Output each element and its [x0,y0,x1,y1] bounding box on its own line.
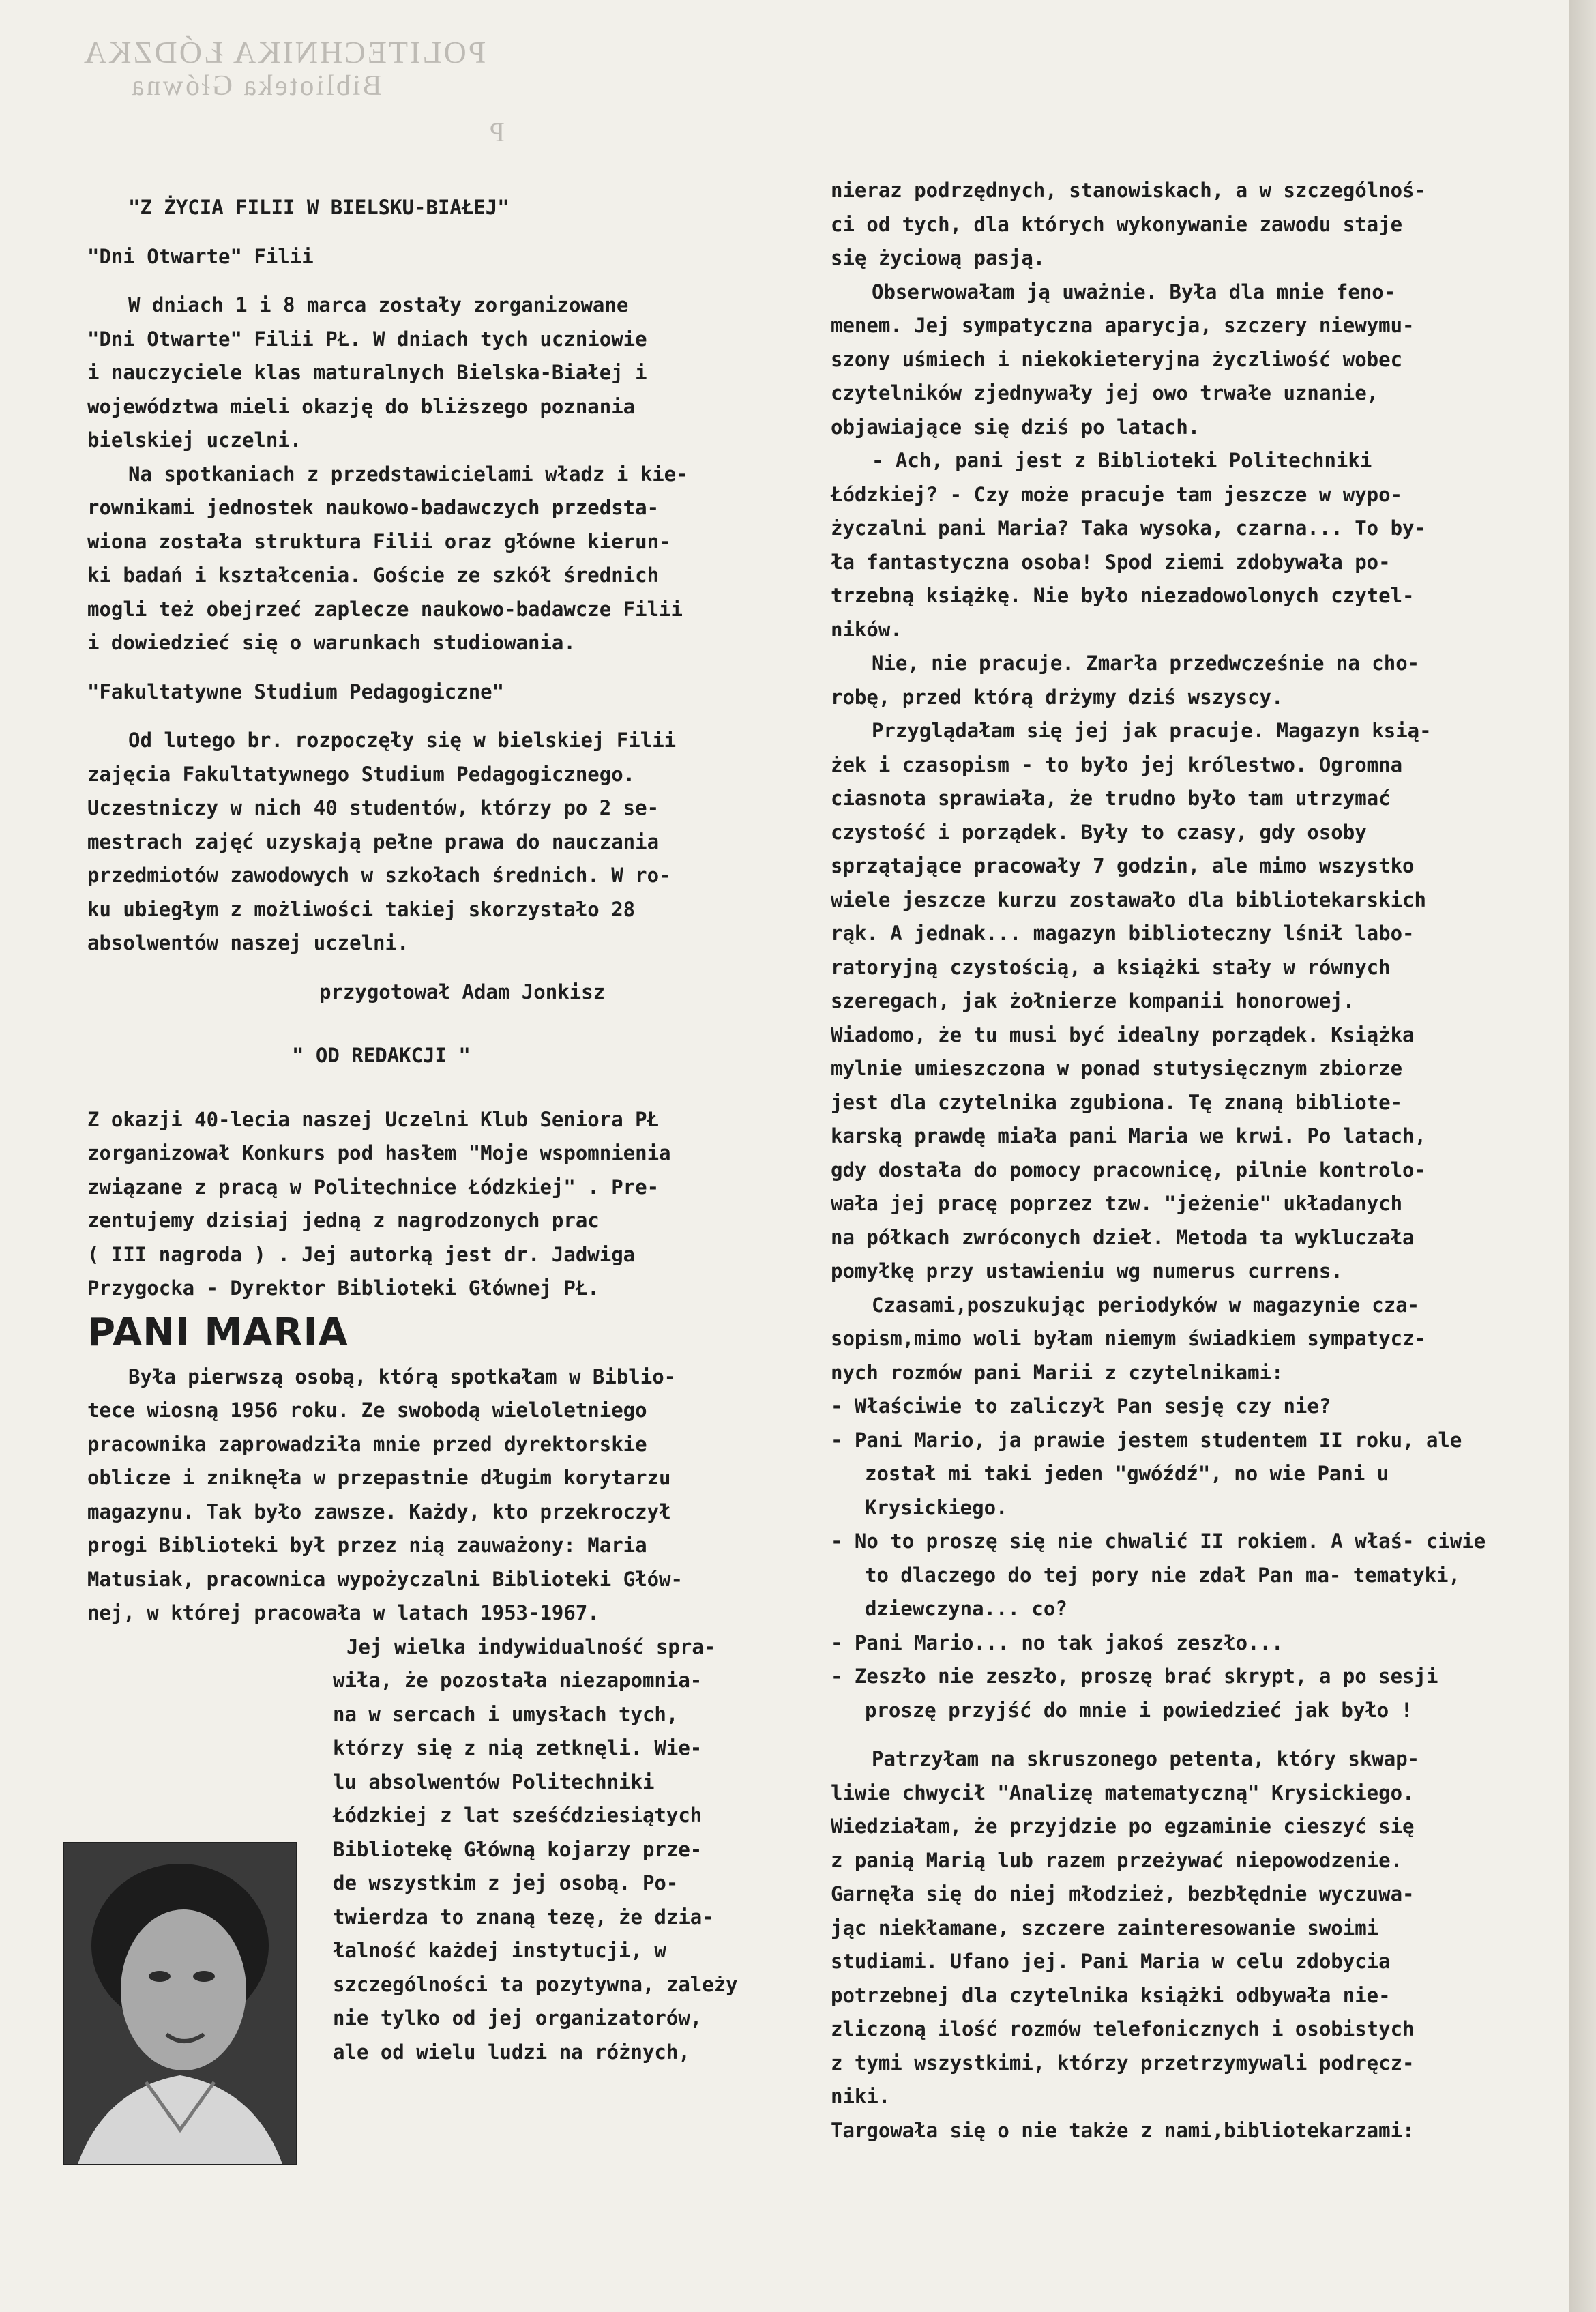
text-line: związane z pracą w Politechnice Łódzkiej" . Pre- [87,1175,660,1199]
text-line: wiele jeszcze kurzu zostawało dla bibliotekarskich [831,888,1426,911]
paragraph-dni-otwarte-2 [87,458,769,660]
paragraph-nie-pracuje [831,647,1520,714]
text-line: województwa mieli okazję do bliższego poznania [87,394,636,418]
text-line: mogli też obejrzeć zaplecze naukowo-badawcze Filii [87,597,683,621]
text-line: trzebną książkę. Nie było niezadowolonych czytel- [831,584,1415,607]
text-line: ku ubiegłym z możliwości takiej skorzystało 28 [87,897,636,921]
text-line-last: Targowała się o nie także z nami,bibliotekarzami: [831,2118,1415,2142]
stamp-line-2: Biblioteka Główna [130,70,382,102]
text-line: czytelników zjednywały jej owo trwałe uznanie, [831,381,1379,405]
text-line: rąk. A jednak... magazyn biblioteczny lśnił labo- [831,922,1415,945]
text-line: wiona została struktura Filii oraz główne kierun- [87,529,671,553]
text-line: sopism,mimo woli byłam niemym świadkiem sympatycz- [831,1327,1426,1350]
page-edge [1569,0,1596,2312]
text-line: ale od wielu ludzi na różnych, [333,2040,690,2064]
dialog-line: - No to proszę się nie chwalić II rokiem. A właś- ciwie to dlaczego do tej pory nie zdał Pan ma- tematyki, dziewczyna... co? [831,1530,1486,1620]
text-line: ki badań i kształcenia. Goście ze szkół średnich [87,564,660,587]
text-line: W dniach 1 i 8 marca zostały zorganizowane [128,293,629,317]
left-column [87,191,769,2069]
dialog-line: - Pani Mario... no tak jakoś zeszło... [831,1630,1284,1654]
text-line: czystość i porządek. Były to czasy, gdy osoby [831,820,1367,844]
dialog-line: - Właściwie to zaliczył Pan sesję czy nie? [831,1394,1331,1418]
text-line: na w sercach i umysłach tych, [333,1702,679,1726]
text-line: Była pierwszą osobą, którą spotkałam w Biblio- [128,1364,677,1388]
article-title: PANI MARIA [87,1310,349,1355]
paragraph-przygladalam [831,714,1520,1289]
text-line: Nie, nie pracuje. Zmarła przedwcześnie na cho- [872,652,1420,675]
text-line: Bibliotekę Główną kojarzy prze- [333,1837,703,1861]
text-line: nej, w której pracowała w latach 1953-1967. [87,1601,600,1624]
portrait-image [64,1843,296,2164]
stamp-line-1: POLITECHNIKA ŁÓDZKA [82,35,486,70]
text-line: studiami. Ufano jej. Pani Maria w celu zdobycia [831,1950,1391,1973]
text-line: jąc niekłamane, szczere zainteresowanie swoimi [831,1916,1379,1940]
text-line: objawiające się dziś po latach. [831,415,1200,439]
text-line: Z okazji 40-lecia naszej Uczelni Klub Seniora PŁ [87,1107,660,1131]
text-line: wiła, że pozostała niezapomnia- [333,1669,703,1692]
text-line: lu absolwentów Politechniki [333,1770,655,1794]
portrait-photo [63,1842,297,2165]
text-line: Wiadomo, że tu musi być idealny porządek. Książka [831,1023,1415,1047]
text-line: bielskiej uczelni. [87,428,302,452]
text-line: zentujemy dzisiaj jedną z nagrodzonych prac [87,1209,600,1232]
author-signature: przygotował Adam Jonkisz [319,980,606,1004]
paragraph-studium [87,724,769,961]
right-column [831,174,1520,2148]
text-line: życzalni pani Maria? Taka wysoka, czarna... To by- [831,516,1426,540]
paragraph-observation [831,276,1520,445]
text-line: szony uśmiech i niekokieteryjna życzliwość wobec [831,347,1403,371]
text-line: i dowiedzieć się o warunkach studiowania. [87,631,576,654]
text-line: ciasnota sprawiała, że trudno było tam utrzymać [831,787,1391,810]
text-line: Przyglądałam się jej jak pracuje. Magazyn ksią- [872,719,1432,742]
text-line: magazynu. Tak było zawsze. Każdy, kto przekroczył [87,1499,671,1523]
text-line: menem. Jej sympatyczna aparycja, szczery niewymu- [831,314,1415,337]
text-line: Obserwowałam ją uważnie. Była dla mnie feno- [872,280,1396,304]
text-line: zorganizował Konkurs pod hasłem "Moje wspomnienia [87,1141,671,1165]
stamp-line-3: P [487,117,505,147]
text-line: mestrach zajęć uzyskają pełne prawa do nauczania [87,830,660,853]
text-line: Na spotkaniach z przedstawicielami władz i kie- [128,462,688,486]
text-line: tece wiosną 1956 roku. Ze swobodą wieloletniego [87,1399,647,1422]
text-line: - Ach, pani jest z Biblioteki Politechniki [872,449,1372,472]
text-line: liwie chwycił "Analizę matematyczną" Krysickiego. [831,1781,1415,1804]
section-title-redakcja: " OD REDAKCJI " [292,1044,471,1067]
text-line: ratoryjną czystością, a książki stały w równych [831,955,1391,979]
text-line: oblicze i zniknęła w przepastnie długim korytarzu [87,1466,671,1489]
paragraph-patrzylam [831,1742,1520,2114]
dialog-line: - Pani Mario, ja prawie jestem studentem II roku, ale został mi taki jeden "gwóźdź", no wie Pani u Krysickiego. [831,1428,1462,1519]
text-line: którzy się z nią zetknęli. Wie- [333,1736,703,1759]
paragraph-dni-otwarte-1 [87,289,769,458]
text-line: Łódzkiej? - Czy może pracuje tam jeszcze w wypo- [831,482,1403,506]
subtitle-studium: "Fakultatywne Studium Pedagogiczne" [87,679,505,703]
text-line: "Dni Otwarte" Filii PŁ. W dniach tych uczniowie [87,327,647,351]
paragraph-ach [831,444,1520,647]
text-line: Jej wielka indywidualność spra- [346,1635,716,1658]
text-line: Łódzkiej z lat sześćdziesiątych [333,1804,703,1827]
text-line: Wiedziałam, że przyjdzie po egzaminie cieszyć się [831,1815,1415,1838]
paragraph-czasami [831,1289,1520,1390]
text-line: Czasami,poszukując periodyków w magazynie cza- [872,1293,1420,1317]
text-line: jest dla czytelnika zgubiona. Tę znaną bibliote- [831,1090,1403,1114]
text-line: łalność każdej instytucji, w [333,1939,666,1962]
text-line: Garnęła się do niej młodzież, bezbłędnie wyczuwa- [831,1882,1415,1905]
text-line: i nauczyciele klas maturalnych Bielska-Białej i [87,361,647,384]
text-line: nie tylko od jej organizatorów, [333,2006,703,2030]
section-title-bielsko: "Z ŻYCIA FILII W BIELSKU-BIAŁEJ" [128,196,509,219]
text-line: Przygocka - Dyrektor Biblioteki Głównej PŁ. [87,1276,600,1300]
text-line: szeregach, jak żołnierze kompanii honorowej. [831,989,1355,1012]
text-line: pomyłkę przy ustawieniu wg numerus currens. [831,1259,1343,1283]
text-line: Od lutego br. rozpoczęły się w bielskiej Filii [128,729,677,752]
text-line: rownikami jednostek naukowo-badawczych przedsta- [87,496,660,519]
text-line: szczególności ta pozytywna, zależy [333,1972,738,1996]
text-line: progi Biblioteki był przez nią zauważony: Maria [87,1534,647,1557]
text-line: gdy dostała do pomocy pracownicę, pilnie kontrolo- [831,1158,1426,1182]
text-line: niki. [831,2085,891,2108]
text-line: przedmiotów zawodowych w szkołach średnich. W ro- [87,864,671,887]
text-line: pracownika zaprowadziła mnie przed dyrektorskie [87,1432,647,1456]
paragraph-redakcja [87,1103,769,1306]
text-line: sprzątające pracowały 7 godzin, ale mimo wszystko [831,854,1415,877]
dialog-line: - Zeszło nie zeszło, proszę brać skrypt, a po sesji proszę przyjść do mnie i powiedzieć jak było ! [831,1665,1438,1722]
text-line: ła fantastyczna osoba! Spod ziemi zdobywała po- [831,550,1391,574]
text-line: absolwentów naszej uczelni. [87,931,409,954]
text-line: się życiową pasją. [831,246,1046,269]
text-line: na półkach zwróconych dzieł. Metoda ta wykluczała [831,1225,1415,1249]
text-line: mylnie umieszczona w ponad stutysięcznym zbiorze [831,1057,1403,1080]
text-line: Matusiak, pracownica wypożyczalni Biblioteki Głów- [87,1567,683,1591]
paragraph-continuation [831,174,1520,276]
text-line: żek i czasopism - to było jej królestwo. Ogromna [831,752,1403,776]
paragraph-article-1 [87,1360,769,1630]
text-line: nieraz podrzędnych, stanowiskach, a w szczególnoś- [831,179,1426,202]
text-line: de wszystkim z jej osobą. Po- [333,1871,679,1894]
text-line: Uczestniczy w nich 40 studentów, którzy po 2 se- [87,796,660,819]
text-line: potrzebnej dla czytelnika książki odbywała nie- [831,1983,1391,2007]
text-line: nych rozmów pani Marii z czytelnikami: [831,1360,1284,1384]
text-line: ci od tych, dla których wykonywanie zawodu staje [831,212,1403,236]
text-line: z tymi wszystkimi, którzy przetrzymywali podręcz- [831,2051,1415,2075]
text-line: karską prawdę miała pani Maria we krwi. Po latach, [831,1124,1426,1147]
text-line: z panią Marią lub razem przeżywać niepowodzenie. [831,1848,1403,1872]
library-stamp [82,34,518,164]
text-line: zajęcia Fakultatywnego Studium Pedagogicznego. [87,762,636,786]
text-line: ( III nagroda ) . Jej autorką jest dr. Jadwiga [87,1242,636,1266]
text-line: Patrzyłam na skruszonego petenta, który skwap- [872,1747,1420,1770]
subtitle-dni-otwarte: "Dni Otwarte" Filii [87,244,314,268]
text-line: zliczoną ilość rozmów telefonicznych i osobistych [831,2017,1415,2040]
text-line: wała jej pracę poprzez tzw. "jeżenie" układanych [831,1192,1403,1215]
text-line: twierdza to znaną tezę, że dzia- [333,1905,714,1929]
dialog-block [831,1390,1520,1727]
text-line: robę, przed którą drżymy dziś wszyscy. [831,685,1284,709]
text-line: ników. [831,617,902,641]
